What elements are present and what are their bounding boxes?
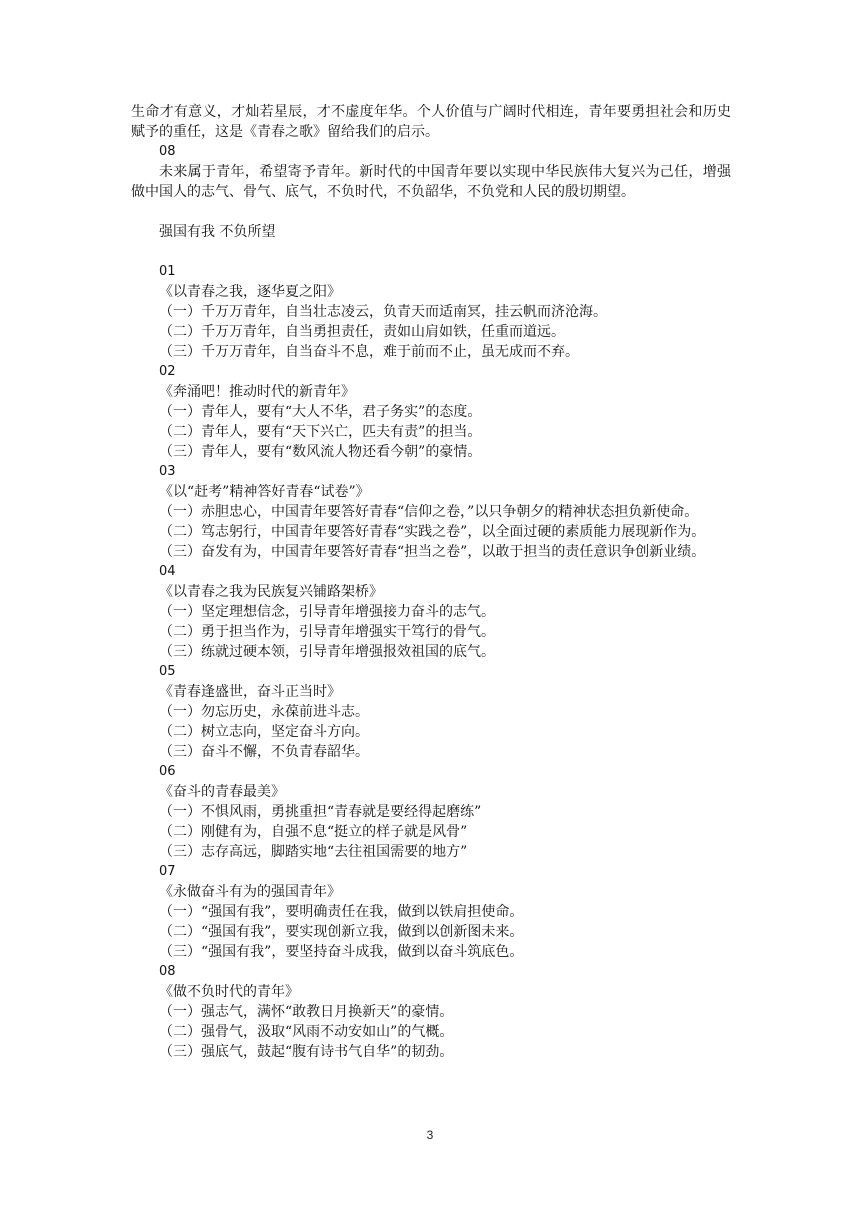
outline-section <box>131 862 731 962</box>
outline-item: （三）千万万青年，自当奋斗不息，难于前而不止，虽无成而不弃。 <box>159 344 579 360</box>
spacer <box>131 242 731 262</box>
outline-item: （一）不惧风雨，勇挑重担“青春就是要经得起磨练” <box>159 804 482 820</box>
outline-section <box>131 362 731 462</box>
intro-paragraph: 生命才有意义，才灿若星辰，才不虚度年华。个人价值与广阔时代相连，青年要勇担社会和历史赋予的重任，这是《青春之歌》留给我们的启示。 <box>131 104 731 140</box>
outline-item: （一）“强国有我”，要明确责任在我，做到以铁肩担使命。 <box>159 904 524 920</box>
outline-number: 02 <box>159 364 176 379</box>
outline-item: （一）强志气，满怀“敢教日月换新天”的豪情。 <box>159 1004 454 1020</box>
outline-item: （二）“强国有我”，要实现创新立我，做到以创新图未来。 <box>159 924 524 940</box>
outline-title: 《青春逢盛世，奋斗正当时》 <box>159 684 341 700</box>
outline-number: 08 <box>159 964 176 979</box>
outline-item: （二）勇于担当作为，引导青年增强实干笃行的骨气。 <box>159 624 495 640</box>
outline-item: （三）强底气，鼓起“腹有诗书气自华”的韧劲。 <box>159 1044 454 1060</box>
intro-section-number: 08 <box>159 144 176 159</box>
outline-item: （三）“强国有我”，要坚持奋斗成我，做到以奋斗筑底色。 <box>159 944 524 960</box>
outline-item: （一）青年人，要有“大人不华，君子务实”的态度。 <box>159 404 482 420</box>
outline-number: 03 <box>159 464 176 479</box>
page-number: 3 <box>426 1128 434 1142</box>
outline-number: 04 <box>159 564 176 579</box>
outline-number: 05 <box>159 664 176 679</box>
outline-section <box>131 562 731 662</box>
outline-item: （二）千万万青年，自当勇担责任，责如山肩如铁，任重而道远。 <box>159 324 565 340</box>
outline-section <box>131 662 731 762</box>
outline-title: 《以“赶考”精神答好青春“试卷”》 <box>159 484 370 500</box>
outline-item: （二）树立志向，坚定奋斗方向。 <box>159 724 369 740</box>
outline-section <box>131 962 731 1062</box>
outline-section <box>131 462 731 562</box>
outline-title: 《做不负时代的青年》 <box>159 984 299 1000</box>
outline-item: （三）志存高远，脚踏实地“去往祖国需要的地方” <box>159 844 468 860</box>
outline-sections <box>131 262 731 1062</box>
outline-section <box>131 262 731 362</box>
outline-item: （一）千万万青年，自当壮志凌云，负青天而适南冥，挂云帆而济沧海。 <box>159 304 607 320</box>
outline-item: （二）强骨气，汲取“风雨不动安如山”的气概。 <box>159 1024 454 1040</box>
outline-item: （一）坚定理想信念，引导青年增强接力奋斗的志气。 <box>159 604 495 620</box>
outline-item: （一）勿忘历史，永葆前进斗志。 <box>159 704 369 720</box>
intro-closing-paragraph: 未来属于青年，希望寄予青年。新时代的中国青年要以实现中华民族伟大复兴为己任，增强做中国人的志气、骨气、底气，不负时代，不负韶华，不负党和人民的殷切期望。 <box>131 164 731 200</box>
outline-title: 《以青春之我为民族复兴铺路架桥》 <box>159 584 383 600</box>
document-body <box>131 102 731 1062</box>
outline-item: （三）奋斗不懈，不负青春韶华。 <box>159 744 369 760</box>
outline-item: （三）练就过硬本领，引导青年增强报效祖国的底气。 <box>159 644 495 660</box>
outline-number: 07 <box>159 864 176 879</box>
section-heading: 强国有我 不负所望 <box>159 224 276 240</box>
outline-title: 《以青春之我，逐华夏之阳》 <box>159 284 341 300</box>
outline-item: （三）奋发有为，中国青年要答好青春“担当之卷”，以敢于担当的责任意识争创新业绩。 <box>159 544 706 560</box>
outline-title: 《奋斗的青春最美》 <box>159 784 285 800</box>
outline-section <box>131 762 731 862</box>
outline-item: （二）笃志躬行，中国青年要答好青春“实践之卷”，以全面过硬的素质能力展现新作为。 <box>159 524 706 540</box>
outline-item: （二）青年人，要有“天下兴亡，匹夫有责”的担当。 <box>159 424 482 440</box>
outline-number: 01 <box>159 264 176 279</box>
outline-title: 《永做奋斗有为的强国青年》 <box>159 884 341 900</box>
outline-number: 06 <box>159 764 176 779</box>
outline-item: （二）刚健有为，自强不息“挺立的样子就是风骨” <box>159 824 468 840</box>
spacer <box>131 202 731 222</box>
outline-title: 《奔涌吧！推动时代的新青年》 <box>159 384 355 400</box>
outline-item: （三）青年人，要有“数风流人物还看今朝”的豪情。 <box>159 444 482 460</box>
outline-item: （一）赤胆忠心，中国青年要答好青春“信仰之卷，”以只争朝夕的精神状态担负新使命。 <box>159 504 699 520</box>
